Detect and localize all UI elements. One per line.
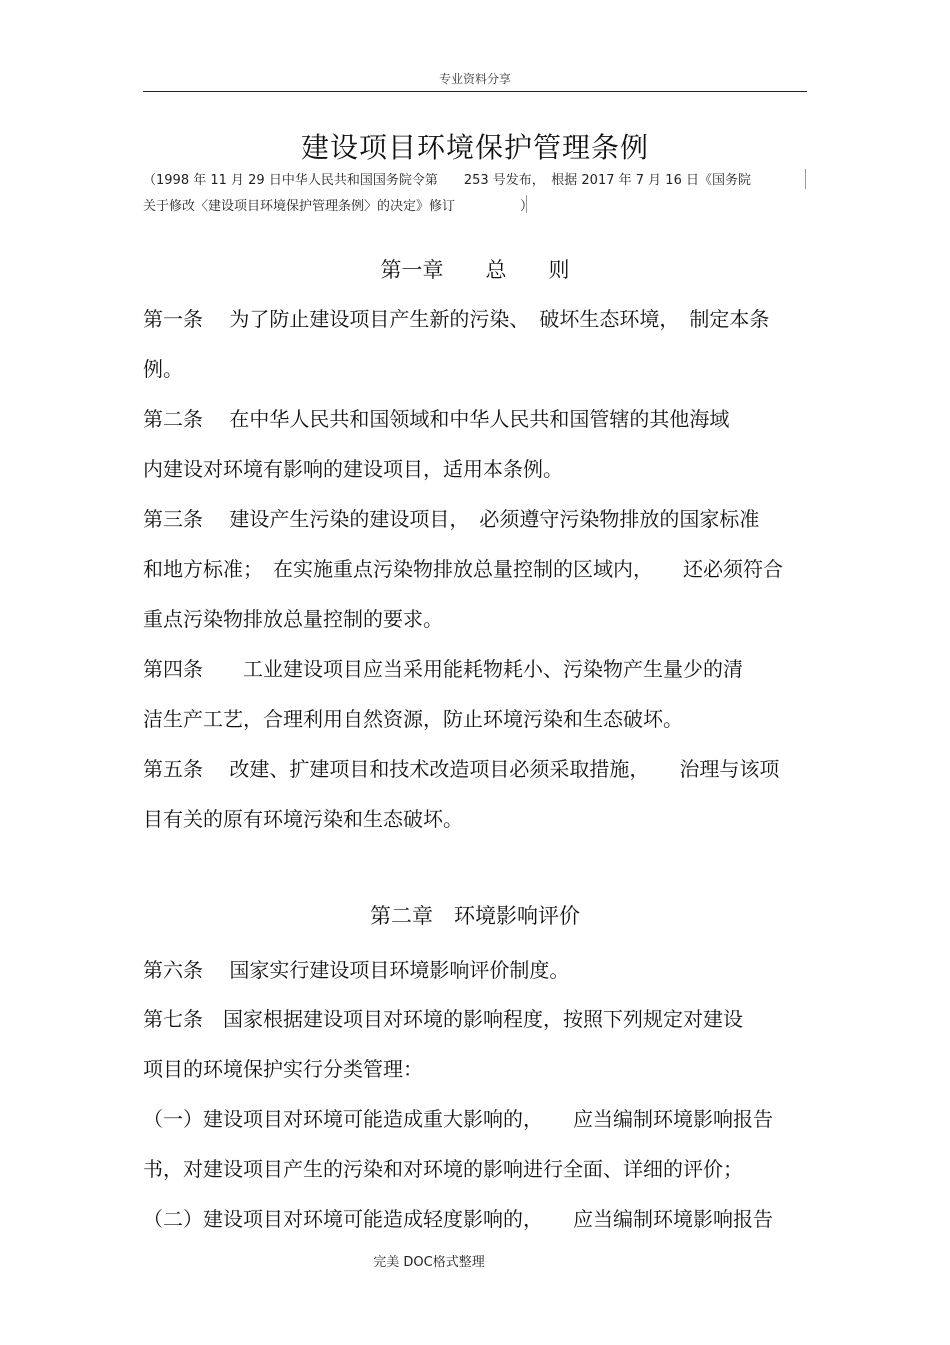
article-4-line: 第四条 工业建设项目应当采用能耗物耗小、污染物产生量少的清 (143, 657, 743, 681)
article-7-line: 项目的环境保护实行分类管理： (143, 1057, 423, 1081)
article-5-line: 目有关的原有环境污染和生态破坏。 (143, 807, 463, 831)
article-2-line: 内建设对环境有影响的建设项目，适用本条例。 (143, 457, 563, 481)
article-1-line: 第一条 为了防止建设项目产生新的污染、 破坏生态环境， 制定本条 (143, 307, 770, 331)
article-6-line: 第六条 国家实行建设项目环境影响评价制度。 (143, 958, 570, 982)
publication-note-line-2: 关于修改〈建设项目环境保护管理条例〉的决定》修订 ） (143, 199, 534, 214)
article-3-line: 重点污染物排放总量控制的要求。 (143, 607, 443, 631)
chapter-heading-1: 第一章 总 则 (380, 258, 570, 282)
article-1-line: 例。 (143, 357, 183, 381)
article-2-line: 第二条 在中华人民共和国领域和中华人民共和国管辖的其他海域 (143, 407, 730, 431)
document-title: 建设项目环境保护管理条例 (300, 131, 649, 164)
chapter-heading-2: 第二章 环境影响评价 (370, 904, 580, 928)
article-3-line: 第三条 建设产生污染的建设项目， 必须遵守污染物排放的国家标准 (143, 507, 760, 531)
publication-note-line-1: （1998 年 11 月 29 日中华人民共和国国务院令第 253 号发布， 根据 2017 年 7 月 16 日《国务院 (143, 173, 751, 188)
page-header: 专业资料分享 (438, 72, 511, 86)
article-7-item-line: （一）建设项目对环境可能造成重大影响的， 应当编制环境影响报告 (143, 1107, 773, 1131)
article-5-line: 第五条 改建、扩建项目和技术改造项目必须采取措施， 治理与该项 (143, 757, 780, 781)
margin-bar (805, 169, 806, 189)
article-3-line: 和地方标准； 在实施重点污染物排放总量控制的区域内， 还必须符合 (143, 557, 783, 581)
header-rule (143, 91, 807, 92)
article-7-line: 第七条 国家根据建设项目对环境的影响程度，按照下列规定对建设 (143, 1007, 743, 1031)
page-footer: 完美 DOC格式整理 (373, 1255, 485, 1270)
article-4-line: 洁生产工艺，合理利用自然资源，防止环境污染和生态破坏。 (143, 707, 683, 731)
article-7-item-line: （二）建设项目对环境可能造成轻度影响的， 应当编制环境影响报告 (143, 1207, 773, 1231)
article-7-item-line: 书，对建设项目产生的污染和对环境的影响进行全面、详细的评价； (143, 1157, 743, 1181)
margin-bar (526, 195, 527, 213)
